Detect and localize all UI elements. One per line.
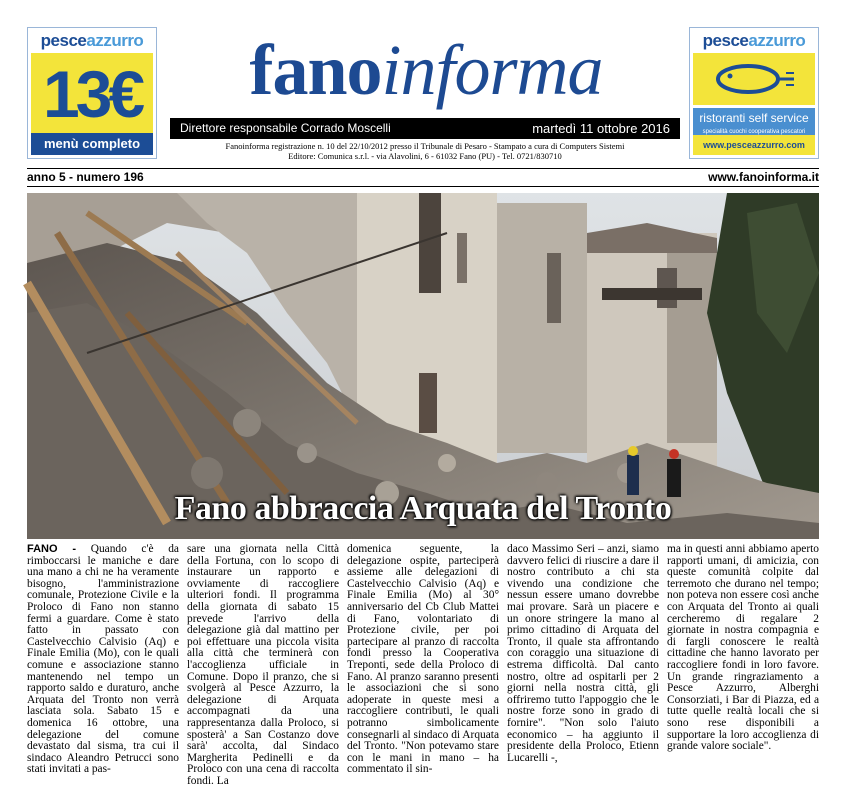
- photo-illustration: [27, 193, 819, 539]
- issue-date: martedì 11 ottobre 2016: [532, 121, 670, 136]
- article-dateline: FANO -: [27, 543, 77, 555]
- article-body: [27, 543, 819, 787]
- column-text: sare una giornata nella Città della Fortuna, con lo scopo di instaurare un rapporto e ovviamente di raccogliere ulteriori fondi. Il programma della giornata di sabato 15 prevede l'arrivo della delegazione già dal mattino per poi effettuare una piccola visita alla città che terminerà con l'accoglienza ufficiale in Comune. Dopo il pranzo, che si svolgerà al Pesce Azzurro, la delegazione di Arquata accompagnati da una rappresentanza dalla Proloco, si sposterà' a San Costanzo dove sarà' accolta, dal Sindaco Margherita Pedinelli e da Proloco con una cena di raccolta fondi. La: [187, 543, 339, 787]
- logo-italic: informa: [381, 30, 603, 110]
- article-column-3: [347, 543, 499, 776]
- divider-top: [27, 168, 819, 169]
- ad-brand: [690, 31, 818, 51]
- ad-brand-part-2: azzurro: [748, 31, 806, 50]
- director-name: Direttore responsabile Corrado Moscelli: [180, 121, 391, 135]
- ad-brand-part-1: pesce: [40, 31, 87, 50]
- article-headline[interactable]: Fano abbraccia Arquata del Tronto: [174, 490, 672, 527]
- divider-bottom: [27, 186, 819, 187]
- registration-info: [170, 141, 680, 161]
- ad-brand-part-1: pesce: [702, 31, 749, 50]
- issue-number: anno 5 - numero 196: [27, 170, 144, 184]
- column-text: domenica seguente, la delegazione ospite, parteciperà assieme alle delegazioni di Castelvecchio Calvisio (Aq) e Finale Emilia (Mo) al 30° anniversario del Cb Club Mattei di Fano, volontariato di Protezione civile, per poi partecipare al pranzo di raccolta fondi presso la Cooperativa Treponti, sede della Proloco di Fano. Al pranzo saranno presenti le associazioni che si sono adoperate in queste mesi a raccogliere contributi, le quali potranno simbolicamente consegnarli al sindaco di Arquata del Tronto. "Non potevamo stare con le mani in mano – ha commentato il sin-: [347, 543, 499, 776]
- advert-left[interactable]: [27, 27, 157, 159]
- ad-brand-part-2: azzurro: [86, 31, 144, 50]
- advert-right[interactable]: [689, 27, 819, 159]
- article-column-4: [507, 543, 659, 764]
- website-link[interactable]: www.fanoinforma.it: [708, 170, 819, 184]
- column-text: Quando c'è da rimboccarsi le maniche e dare una mano a chi ne ha veramente bisogno, l'amministrazione comunale, Protezione Civile e la Proloco di Fano non stanno fermi a guardare. Come è stato fatto in passato con Castelvecchio Calvisio (Aq) e Finale Emilia (Mo), con le quali comune e associazione stanno mantenendo nel tempo un rapporto saldo e duraturo, anche Arquata del Tronto non verrà lasciata sola. Sabato 15 e domenica 16 ottobre, una delegazione del comune devastato dal sisma, tra cui il sindaco Aleandro Petrucci sono stati invitati a pas-: [27, 543, 179, 776]
- fish-fork-icon: [712, 58, 798, 100]
- registration-line-1: Fanoinforma registrazione n. 10 del 22/10/2012 presso il Tribunale di Pesaro - Stampato a cura di Computers Sistemi: [225, 141, 625, 151]
- article-column-2: [187, 543, 339, 787]
- director-bar: [170, 118, 680, 139]
- ad-price: 13€: [42, 57, 142, 131]
- masthead-logo[interactable]: [170, 24, 682, 116]
- ad-subtitle: specialità cuochi cooperativa pescatori: [702, 129, 806, 135]
- column-text: ma in questi anni abbiamo aperto rapporti umani, di amicizia, con queste comunità colpite dal terremoto che durano nel tempo; non poteva non essere così anche con Arquata del Tronto ai quali cercheremo di regalare 2 giornate in nostra compagnia e di fargli conoscere le realtà cittadine che hanno lavorato per raccogliere fondi in loro favore. Un grande ringraziamento a Pesce Azzurro, Alberghi Consorziati, i Bar di Piazza, ed a tutte quelle realtà locali che si sono rese disponibili a supportare la loro accoglienza di grande valore sociale".: [667, 543, 819, 753]
- earthquake-photo: [27, 193, 819, 539]
- registration-line-2: Editore: Comunica s.r.l. - via Alavolini, 6 - 61032 Fano (PU) - Tel. 0721/830710: [288, 151, 562, 161]
- ad-brand: [28, 31, 156, 51]
- logo-bold: fano: [249, 30, 382, 110]
- column-text: daco Massimo Seri – anzi, siamo davvero felici di riuscire a dare il nostro contributo a chi sta vivendo una condizione che nessun essere umano dovrebbe mai provare. Sarà un piacere e un onore stringere la mano al primo cittadino di Arquata del Tronto, il quale sta affrontando con coraggio una situazione di estrema difficoltà. Dal canto nostro, oltre ad ospitarli per 2 giorni nella nostra città, gli offriremo tutto l'appoggio che le nostre forze sono in grado di fornire". "Non solo l'aiuto economico – ha aggiunto il presidente della Proloco, Etienn Lucarelli -,: [507, 543, 659, 764]
- ad-caption: menù completo: [31, 133, 153, 155]
- ad-url[interactable]: www.pesceazzurro.com: [693, 135, 815, 155]
- article-column-5: [667, 543, 819, 753]
- article-column-1: [27, 543, 179, 776]
- ad-tagline: ristoranti self service: [699, 111, 809, 125]
